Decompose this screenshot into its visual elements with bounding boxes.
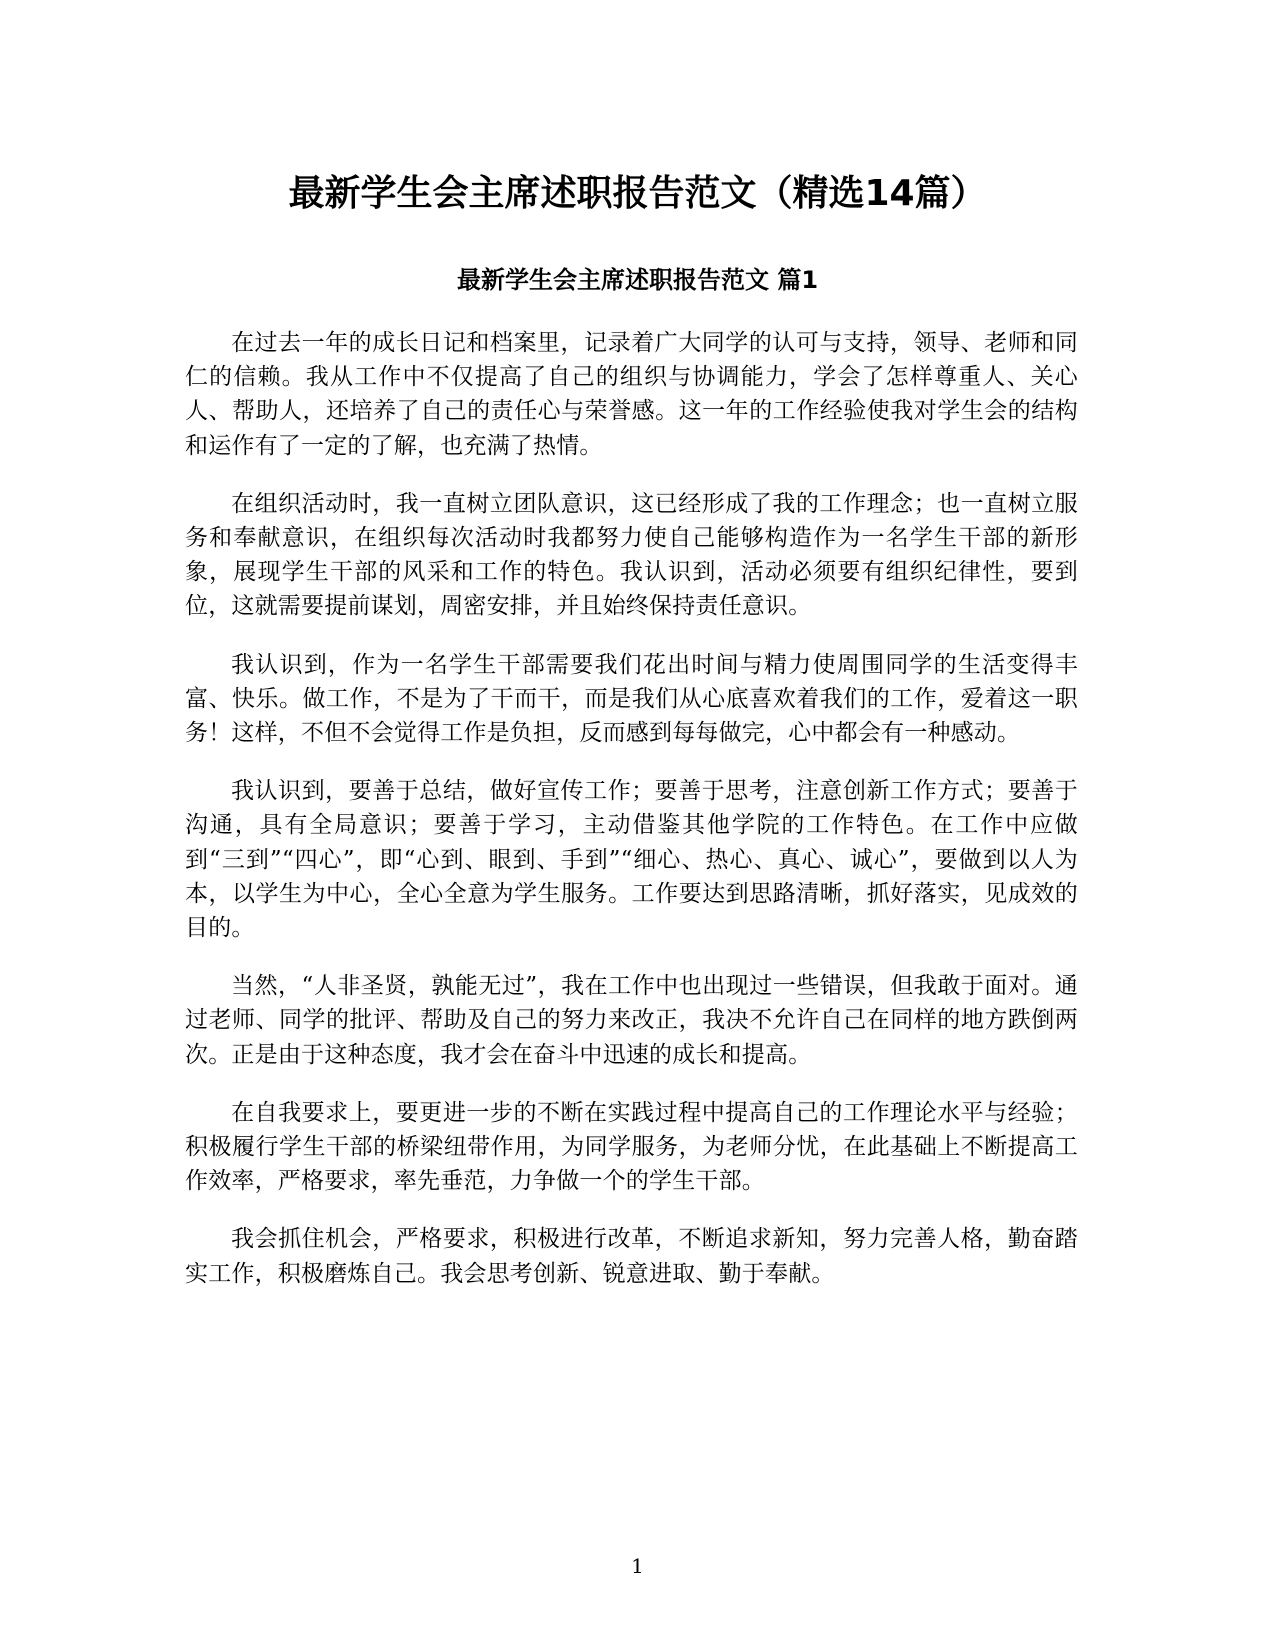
document-title: 最新学生会主席述职报告范文（精选14篇） <box>288 173 987 214</box>
paragraph-7: 我会抓住机会，严格要求，积极进行改革，不断追求新知，努力完善人格，勤奋踏实工作，积极磨炼自己。我会思考创新、锐意进取、勤于奉献。 <box>185 1226 1078 1287</box>
section-title: 最新学生会主席述职报告范文 篇1 <box>456 266 819 294</box>
paragraph-5: 当然，“人非圣贤，孰能无过”，我在工作中也出现过一些错误，但我敢于面对。通过老师、同学的批评、帮助及自己的努力来改正，我决不允许自己在同样的地方跌倒两次。正是由于这种态度，我才会在奋斗中迅速的成长和提高。 <box>185 973 1078 1068</box>
paragraph-3: 我认识到，作为一名学生干部需要我们花出时间与精力使周围同学的生活变得丰富、快乐。做工作，不是为了干而干，而是我们从心底喜欢着我们的工作，爱着这一职务！这样，不但不会觉得工作是负担，反而感到每每做完，心中都会有一种感动。 <box>185 651 1078 747</box>
paragraph-6: 在自我要求上，要更进一步的不断在实践过程中提高自己的工作理论水平与经验；积极履行学生干部的桥梁纽带作用，为同学服务，为老师分忧，在此基础上不断提高工作效率，严格要求，率先垂范，力争做一个的学生干部。 <box>185 1099 1078 1195</box>
paragraph-2: 在组织活动时，我一直树立团队意识，这已经形成了我的工作理念；也一直树立服务和奉献意识，在组织每次活动时我都努力使自己能够构造作为一名学生干部的新形象，展现学生干部的风采和工作的特色。我认识到，活动必须要有组织纪律性，要到位，这就需要提前谋划，周密安排，并且始终保持责任意识。 <box>185 490 1078 620</box>
paragraph-4: 我认识到，要善于总结，做好宣传工作；要善于思考，注意创新工作方式；要善于沟通，具有全局意识；要善于学习，主动借鉴其他学院的工作特色。在工作中应做到“三到”“四心”，即“心到、眼到、手到”“细心、热心、真心、诚心”，要做到以人为本，以学生为中心，全心全意为学生服务。工作要达到思路清晰，抓好落实，见成效的目的。 <box>185 778 1078 942</box>
paragraph-1: 在过去一年的成长日记和档案里，记录着广大同学的认可与支持，领导、老师和同仁的信赖。我从工作中不仅提高了自己的组织与协调能力，学会了怎样尊重人、关心人、帮助人，还培养了自己的责任心与荣誉感。这一年的工作经验使我对学生会的结构和运作有了一定的了解，也充满了热情。 <box>185 330 1078 459</box>
page-number: 1 <box>631 1554 644 1578</box>
document-body <box>185 326 1078 1315</box>
